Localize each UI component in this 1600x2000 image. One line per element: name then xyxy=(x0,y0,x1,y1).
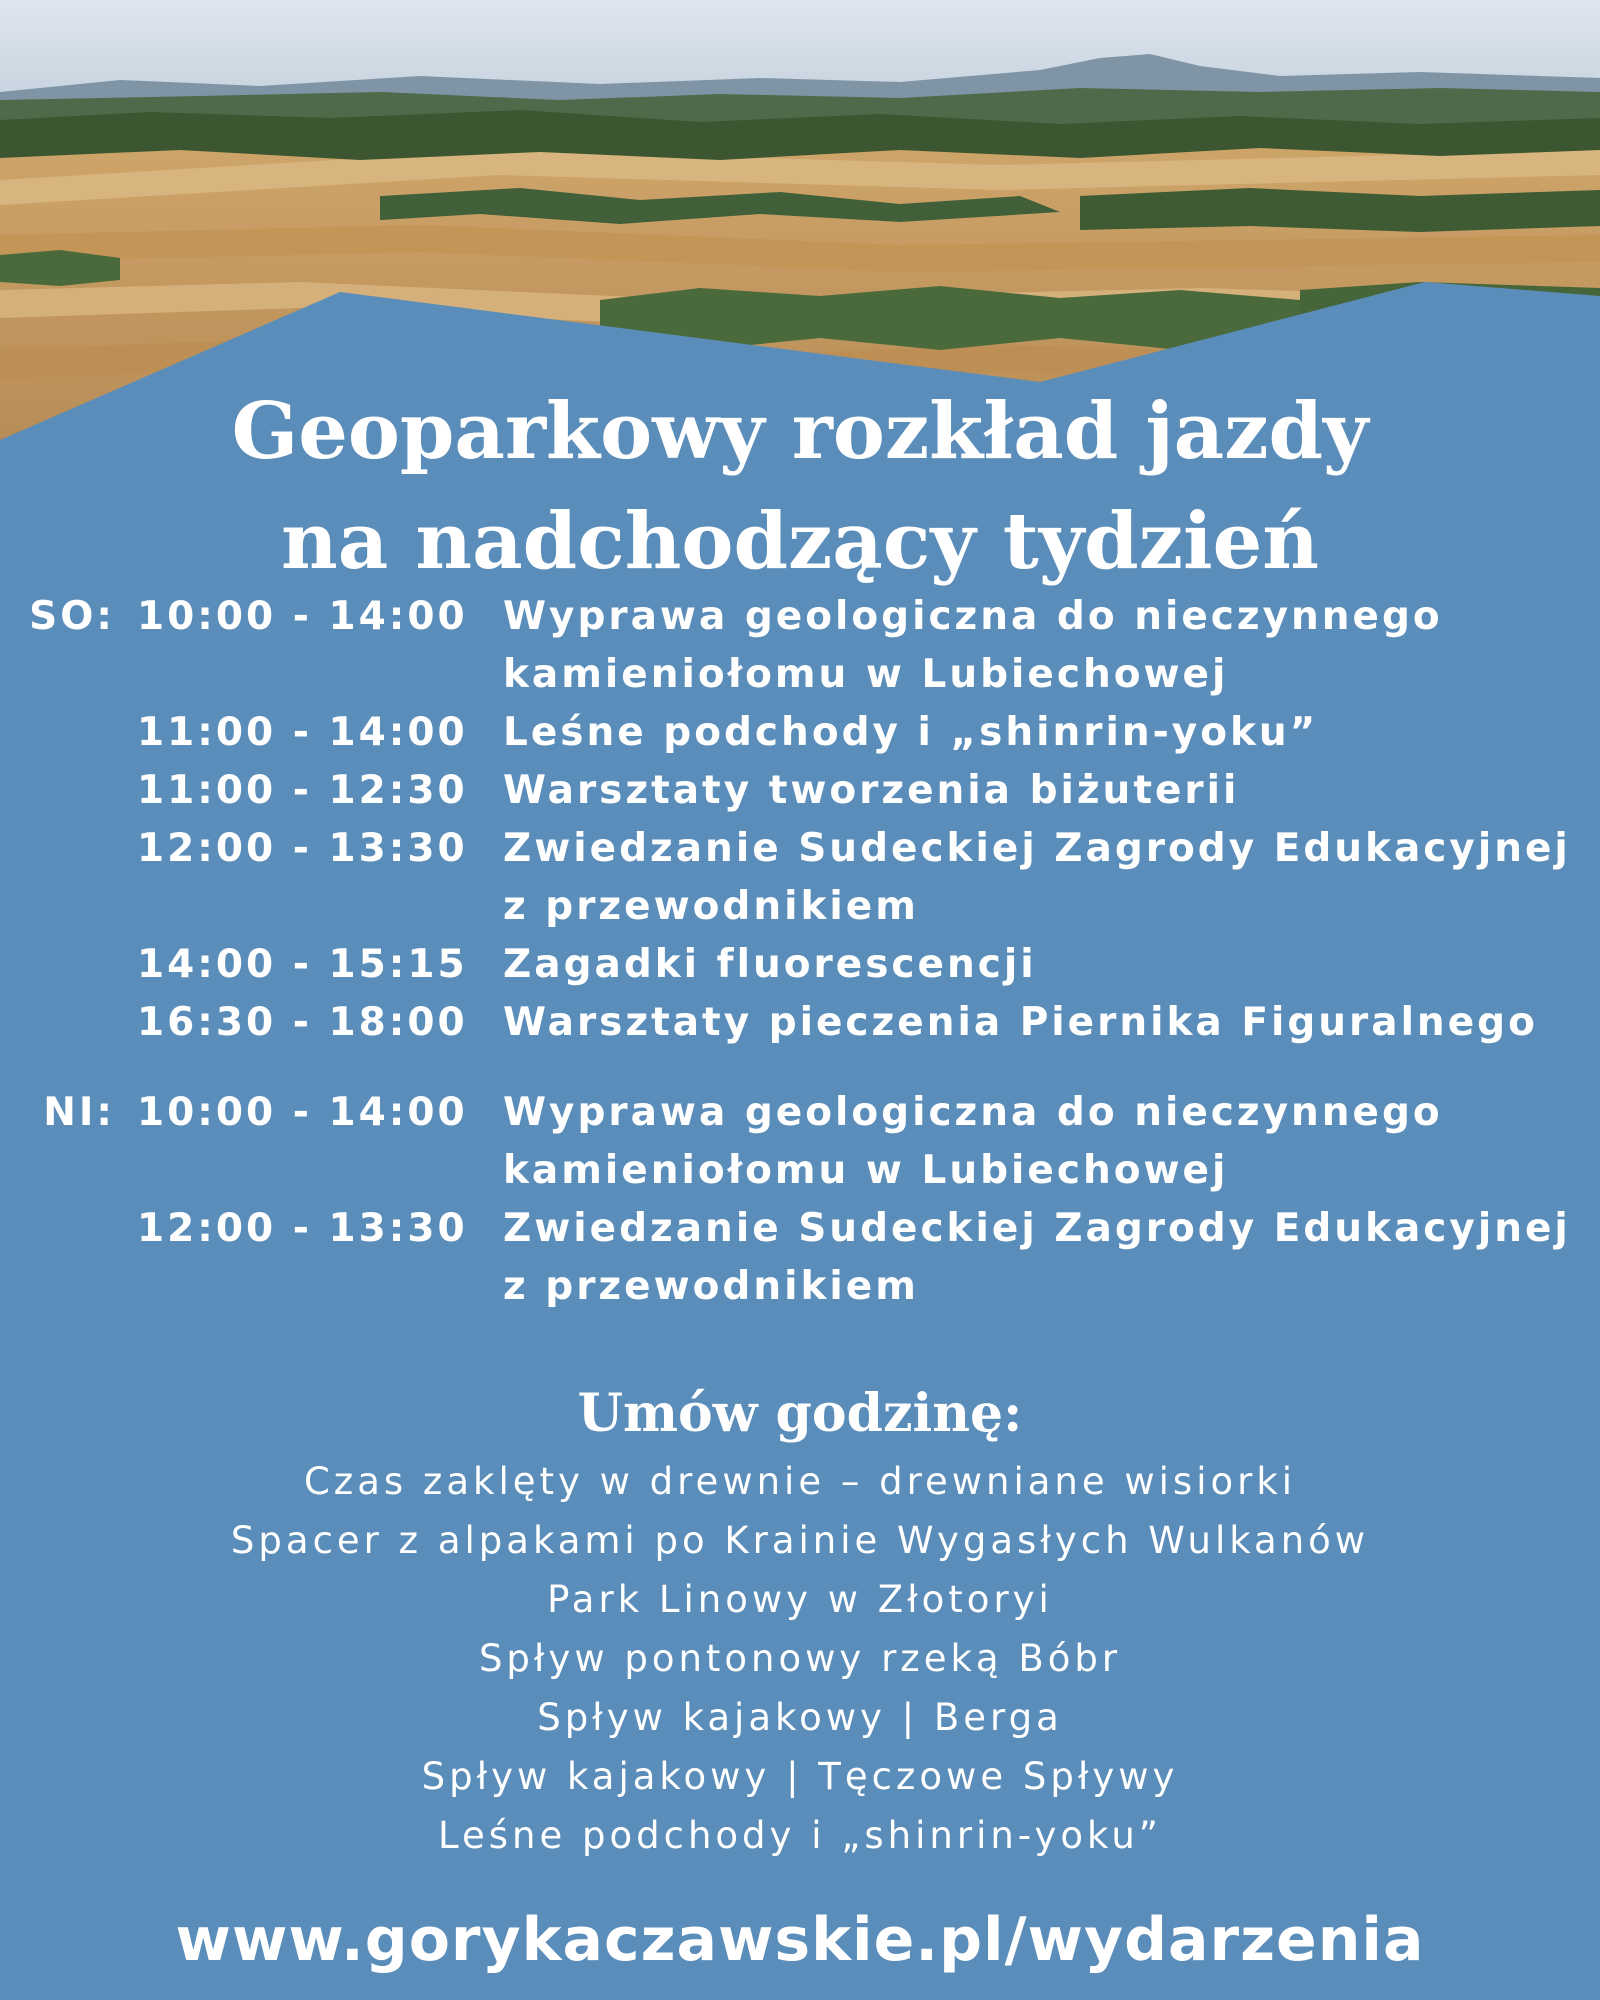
poster-title-line-1: Geoparkowy rozkład jazdy xyxy=(231,386,1369,477)
poster-title-line-2: na nadchodzący tydzień xyxy=(281,496,1319,587)
event-name: Wyprawa geologiczna do nieczynnego kamieniołomu w Lubiechowej xyxy=(503,594,1443,697)
schedule-row xyxy=(0,1084,1600,1200)
day-label-sunday: NI: xyxy=(43,1090,115,1135)
event-name: Zwiedzanie Sudeckiej Zagrody Edukacyjnej z przewodnikiem xyxy=(503,826,1571,929)
day-label-saturday: SO: xyxy=(29,594,115,639)
booking-item: Leśne podchody i „shinrin-yoku” xyxy=(438,1814,1162,1857)
schedule-row xyxy=(0,994,1600,1052)
event-name: Leśne podchody i „shinrin-yoku” xyxy=(503,710,1319,755)
event-time: 16:30 - 18:00 xyxy=(137,1000,468,1045)
event-time: 11:00 - 14:00 xyxy=(137,710,468,755)
event-time: 12:00 - 13:30 xyxy=(137,1206,468,1251)
event-name: Warsztaty tworzenia biżuterii xyxy=(503,768,1240,813)
event-name: Warsztaty pieczenia Piernika Figuralnego xyxy=(503,1000,1538,1045)
event-time: 10:00 - 14:00 xyxy=(137,1090,468,1135)
booking-item: Spływ kajakowy | Berga xyxy=(537,1696,1063,1739)
event-name: Zwiedzanie Sudeckiej Zagrody Edukacyjnej z przewodnikiem xyxy=(503,1206,1571,1309)
booking-item: Czas zaklęty w drewnie – drewniane wisiorki xyxy=(303,1460,1297,1503)
schedule-row xyxy=(0,820,1600,936)
schedule-row xyxy=(0,936,1600,994)
event-time: 14:00 - 15:15 xyxy=(137,942,468,987)
booking-heading: Umów godzinę: xyxy=(577,1383,1023,1444)
booking-item: Park Linowy w Złotoryi xyxy=(547,1578,1053,1621)
event-name: Zagadki fluorescencji xyxy=(503,942,1037,987)
schedule xyxy=(0,588,1600,1316)
booking-item: Spływ pontonowy rzeką Bóbr xyxy=(478,1637,1122,1680)
event-time: 11:00 - 12:30 xyxy=(137,768,468,813)
day-separator xyxy=(0,1052,1600,1084)
event-time: 12:00 - 13:30 xyxy=(137,826,468,871)
schedule-row xyxy=(0,762,1600,820)
schedule-row xyxy=(0,588,1600,704)
event-time: 10:00 - 14:00 xyxy=(137,594,468,639)
schedule-row xyxy=(0,1200,1600,1316)
schedule-row xyxy=(0,704,1600,762)
booking-item: Spacer z alpakami po Krainie Wygasłych Wulkanów xyxy=(230,1519,1370,1562)
website-url[interactable]: www.gorykaczawskie.pl/wydarzenia xyxy=(175,1905,1425,1975)
booking-list xyxy=(0,1452,1600,1865)
event-name: Wyprawa geologiczna do nieczynnego kamieniołomu w Lubiechowej xyxy=(503,1090,1443,1193)
booking-item: Spływ kajakowy | Tęczowe Spływy xyxy=(421,1755,1179,1798)
